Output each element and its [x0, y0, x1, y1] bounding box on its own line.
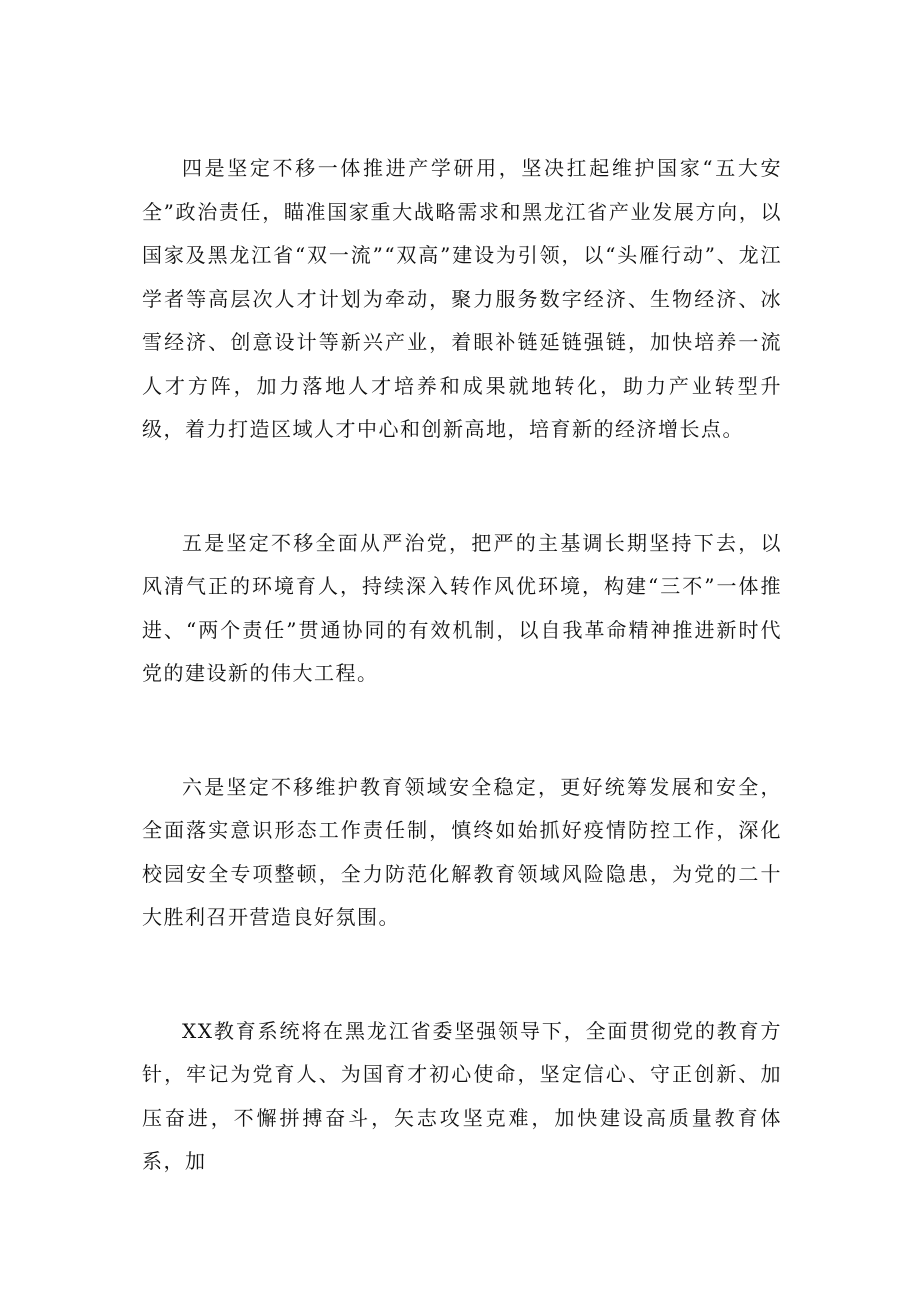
paragraph-gap	[142, 940, 782, 1010]
document-body	[142, 147, 782, 1184]
paragraph-four: 四是坚定不移一体推进产学研用，坚决扛起维护国家“五大安全”政治责任，瞄准国家重大战略需求和黑龙江省产业发展方向，以国家及黑龙江省“双一流”“双高”建设为引领，以“头雁行动”、龙江学者等高层次人才计划为牵动，聚力服务数字经济、生物经济、冰雪经济、创意设计等新兴产业，着眼补链延链强链，加快培养一流人才方阵，加力落地人才培养和成果就地转化，助力产业转型升级，着力打造区域人才中心和创新高地，培育新的经济增长点。	[142, 156, 782, 441]
paragraph-gap	[142, 452, 782, 522]
paragraph-five: 五是坚定不移全面从严治党，把严的主基调长期坚持下去，以风清气正的环境育人，持续深入转作风优环境，构建“三不”一体推进、“两个责任”贯通协同的有效机制，以自我革命精神推进新时代党的建设新的伟大工程。	[142, 530, 782, 685]
paragraph-gap	[142, 696, 782, 766]
paragraph-conclusion: XX教育系统将在黑龙江省委坚强领导下，全面贯彻党的教育方针，牢记为党育人、为国育才初心使命，坚定信心、守正创新、加压奋进，不懈拼搏奋斗，矢志攻坚克难，加快建设高质量教育体系，加	[142, 1018, 782, 1173]
paragraph-six: 六是坚定不移维护教育领域安全稳定，更好统筹发展和安全，全面落实意识形态工作责任制，慎终如始抓好疫情防控工作，深化校园安全专项整顿，全力防范化解教育领域风险隐患，为党的二十大胜利召开营造良好氛围。	[142, 774, 782, 929]
